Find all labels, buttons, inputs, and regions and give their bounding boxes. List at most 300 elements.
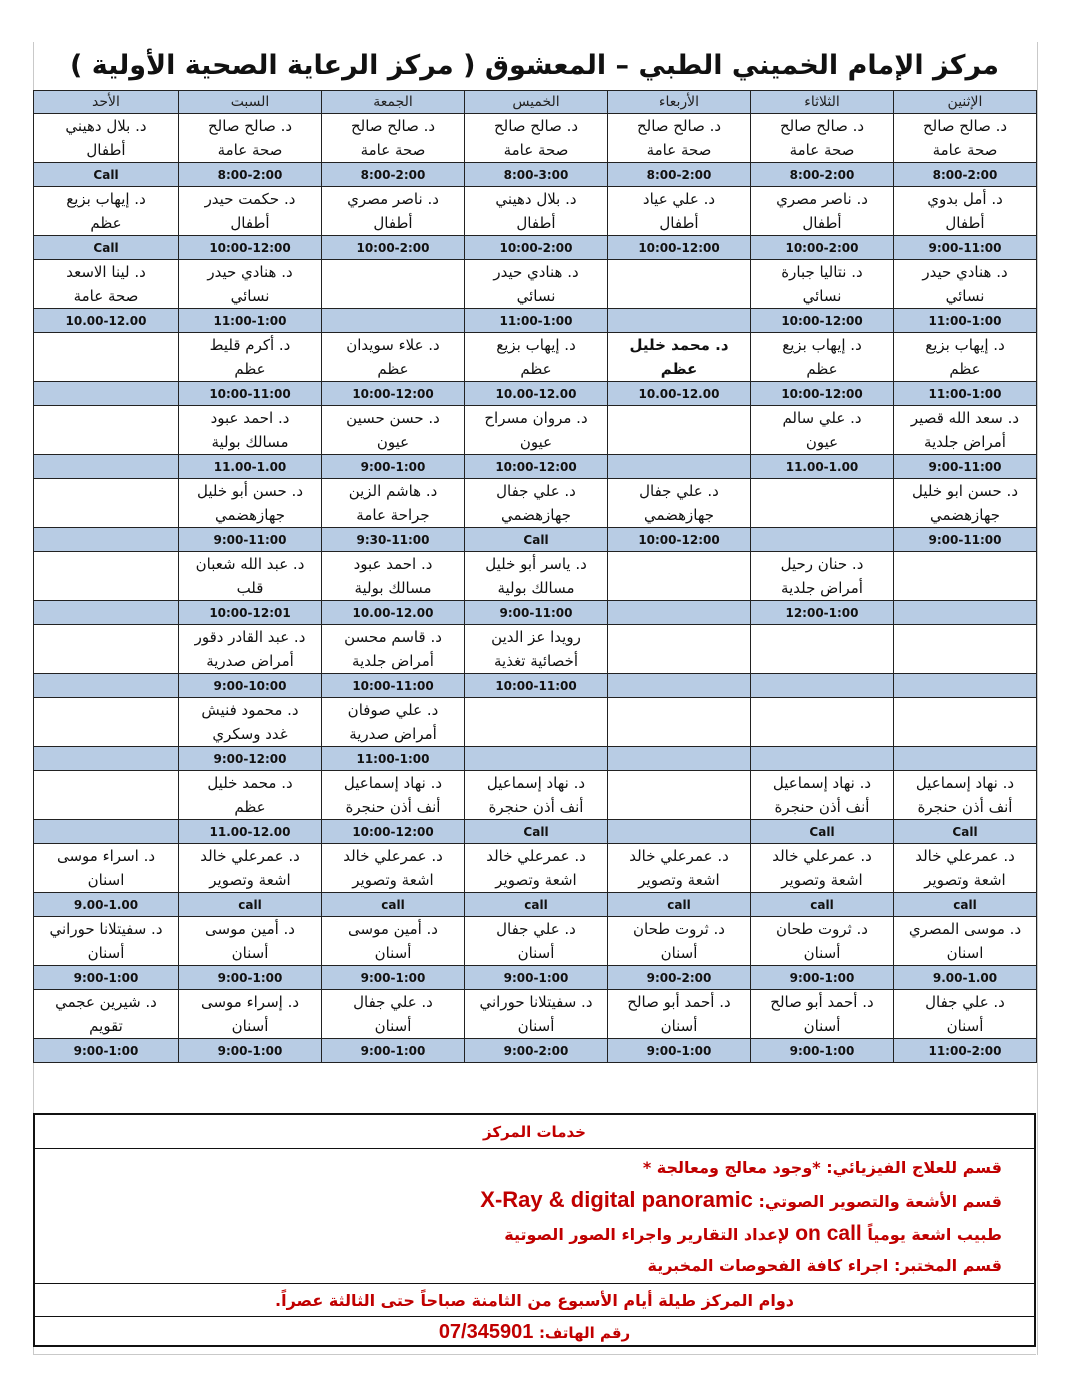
specialty: مسالك بولية <box>179 430 322 455</box>
specialty-row <box>34 649 1037 674</box>
doctor-name: د. علي جفال <box>465 479 608 504</box>
specialty: غدد وسكري <box>179 722 322 747</box>
time-slot: 9:00-11:00 <box>465 601 608 625</box>
doctor-name: د. نهاد إسماعيل <box>751 771 894 796</box>
doctor-name <box>894 698 1037 723</box>
doctor-name: د. هنادي حيدر <box>894 260 1037 285</box>
specialty <box>322 284 465 309</box>
doctor-name: د. هاشم الزين <box>322 479 465 504</box>
xray-value: X-Ray & digital panoramic <box>480 1187 753 1212</box>
time-slot <box>751 528 894 552</box>
time-slot: 10:00-12:00 <box>322 382 465 406</box>
time-slot: 9:00-2:00 <box>465 1039 608 1063</box>
radiologist-service <box>504 1220 1034 1249</box>
time-row <box>34 382 1037 406</box>
doctor-name: د. سعد الله قصير <box>894 406 1037 431</box>
doctor-name: د. إيهاب بزيع <box>34 187 179 212</box>
time-slot: 10:00-12:00 <box>322 820 465 844</box>
opening-hours: دوام المركز طيلة أيام الأسبوع من الثامنة صباحاً حتى الثالثة عصراً. <box>275 1291 794 1310</box>
day-header: الثلاثاء <box>751 91 894 114</box>
specialty: أنف أذن حنجرة <box>465 795 608 820</box>
specialty-row <box>34 868 1037 893</box>
time-slot <box>608 820 751 844</box>
doctor-name-row <box>34 114 1037 139</box>
time-slot: 10:00-11:00 <box>322 674 465 698</box>
xray-service <box>480 1185 1034 1217</box>
specialty: عظم <box>179 795 322 820</box>
doctor-name <box>608 625 751 650</box>
specialty: صحة عامة <box>608 138 751 163</box>
phone-row <box>35 1317 1034 1347</box>
time-row <box>34 601 1037 625</box>
time-slot <box>34 747 179 771</box>
services-heading-row <box>35 1115 1034 1149</box>
doctor-name: د. بلال دهيني <box>465 187 608 212</box>
specialty: أسنان <box>608 1014 751 1039</box>
doctor-name <box>34 333 179 358</box>
schedule-table <box>33 90 1037 1063</box>
time-slot: 8:00-2:00 <box>894 163 1037 187</box>
doctor-name <box>894 625 1037 650</box>
doctor-name: د. ناصر مصري <box>322 187 465 212</box>
time-slot: 9:00-1:00 <box>34 966 179 990</box>
specialty: أمراض جلدية <box>751 576 894 601</box>
services-box <box>33 1113 1036 1347</box>
specialty: أسنان <box>608 941 751 966</box>
time-slot <box>465 747 608 771</box>
specialty: عيون <box>322 430 465 455</box>
radiologist-post: لإعداد التقارير واجراء الصور الصوتية <box>504 1225 790 1244</box>
doctor-name-row <box>34 187 1037 212</box>
doctor-name-row <box>34 844 1037 869</box>
doctor-name: د. علي صوفان <box>322 698 465 723</box>
doctor-name-row <box>34 698 1037 723</box>
radiologist-pre: طبيب اشعة يومياً <box>867 1225 1002 1244</box>
time-slot: Call <box>465 528 608 552</box>
specialty: مسالك بولية <box>322 576 465 601</box>
time-row <box>34 309 1037 333</box>
specialty <box>751 649 894 674</box>
specialty: اشعة وتصوير <box>322 868 465 893</box>
doctor-name: د. محمد خليل <box>179 771 322 796</box>
specialty <box>608 795 751 820</box>
specialty: أسنان <box>751 1014 894 1039</box>
doctor-name: د. لينا الاسعد <box>34 260 179 285</box>
time-slot: 11:00-1:00 <box>322 747 465 771</box>
doctor-name <box>608 698 751 723</box>
specialty <box>894 576 1037 601</box>
time-slot: 9:00-11:00 <box>179 528 322 552</box>
physio-service: قسم للعلاج الفيزيائي: *وجود معالج ومعالجة * <box>642 1158 1002 1177</box>
specialty: عظم <box>322 357 465 382</box>
doctor-name: رويدا عز الدين <box>465 625 608 650</box>
specialty: أسنان <box>894 1014 1037 1039</box>
specialty <box>34 503 179 528</box>
time-slot: 9:00-11:00 <box>894 236 1037 260</box>
time-slot: 9:00-1:00 <box>179 966 322 990</box>
specialty: اشعة وتصوير <box>894 868 1037 893</box>
time-slot: 11.00-1.00 <box>751 455 894 479</box>
time-slot: 9.00-1.00 <box>894 966 1037 990</box>
doctor-name: د. نتاليا جبارة <box>751 260 894 285</box>
time-slot: 10:00-2:00 <box>751 236 894 260</box>
time-slot: 10:00-11:00 <box>465 674 608 698</box>
time-slot: 10:00-12:00 <box>751 309 894 333</box>
doctor-name <box>608 552 751 577</box>
doctor-name: د. صالح صالح <box>465 114 608 139</box>
time-slot: 8:00-2:00 <box>751 163 894 187</box>
time-slot: 10:00-11:00 <box>179 382 322 406</box>
specialty: عظم <box>894 357 1037 382</box>
doctor-name: د. هنادي حيدر <box>179 260 322 285</box>
specialty <box>34 576 179 601</box>
specialty: عظم <box>751 357 894 382</box>
doctor-name <box>751 479 894 504</box>
doctor-name: د. شيرين عجمي <box>34 990 179 1015</box>
doctor-name: د. إيهاب بزيع <box>751 333 894 358</box>
doctor-name: د. علي جفال <box>894 990 1037 1015</box>
doctor-name: د. اسراء موسى <box>34 844 179 869</box>
time-row <box>34 455 1037 479</box>
specialty: أطفال <box>751 211 894 236</box>
time-slot: 10:00-2:00 <box>322 236 465 260</box>
specialty-row <box>34 503 1037 528</box>
specialty-row <box>34 941 1037 966</box>
doctor-name: د. موسى المصري <box>894 917 1037 942</box>
phone-line <box>35 1317 1034 1348</box>
time-slot: Call <box>34 163 179 187</box>
doctor-name: د. حنان رحيل <box>751 552 894 577</box>
time-slot: 9:00-11:00 <box>894 455 1037 479</box>
doctor-name <box>322 260 465 285</box>
doctor-name: د. إيهاب بزيع <box>465 333 608 358</box>
specialty: قلب <box>179 576 322 601</box>
doctor-name: د. احمد عبود <box>322 552 465 577</box>
time-slot: 9:00-2:00 <box>608 966 751 990</box>
time-slot <box>608 674 751 698</box>
time-slot: 11.00-12.00 <box>179 820 322 844</box>
doctor-name: د. حكمت حيدر <box>179 187 322 212</box>
sheet-bottom-rule <box>33 1354 1036 1355</box>
specialty: اشعة وتصوير <box>465 868 608 893</box>
time-slot <box>894 674 1037 698</box>
time-slot <box>34 820 179 844</box>
specialty: أسنان <box>179 941 322 966</box>
time-slot: call <box>465 893 608 917</box>
doctor-name <box>34 406 179 431</box>
doctor-name-row <box>34 260 1037 285</box>
time-slot: 10.00-12.00 <box>322 601 465 625</box>
time-slot: 10:00-12:00 <box>608 528 751 552</box>
specialty-row <box>34 795 1037 820</box>
day-header: الجمعة <box>322 91 465 114</box>
doctor-name: د. حسن ابو خليل <box>894 479 1037 504</box>
time-slot: 8:00-2:00 <box>322 163 465 187</box>
specialty: نسائي <box>179 284 322 309</box>
doctor-name <box>34 479 179 504</box>
doctor-name-row <box>34 917 1037 942</box>
specialty: أسنان <box>322 1014 465 1039</box>
specialty: أمراض صدرية <box>179 649 322 674</box>
specialty: اسنان <box>894 941 1037 966</box>
doctor-name: د. حسن حسين <box>322 406 465 431</box>
doctor-name <box>34 698 179 723</box>
doctor-name: د. ناصر مصري <box>751 187 894 212</box>
doctor-name: د. ياسر أبو خليل <box>465 552 608 577</box>
time-slot: 10:00-12:00 <box>179 236 322 260</box>
day-header-row <box>34 91 1037 114</box>
time-slot: 8:00-2:00 <box>179 163 322 187</box>
specialty <box>608 284 751 309</box>
specialty: جهازهضمي <box>608 503 751 528</box>
specialty: أسنان <box>751 941 894 966</box>
doctor-name: د. أمين موسى <box>322 917 465 942</box>
time-slot: 9:00-1:00 <box>322 1039 465 1063</box>
time-slot: 10:00-12:00 <box>751 382 894 406</box>
lab-service: قسم المختبر: اجراء كافة الفحوصات المخبرية <box>647 1256 1002 1275</box>
phone-label: رقم الهاتف: <box>538 1324 631 1342</box>
doctor-name: د. علاء سويدان <box>322 333 465 358</box>
specialty: أطفال <box>608 211 751 236</box>
specialty: جهازهضمي <box>465 503 608 528</box>
time-row <box>34 820 1037 844</box>
specialty: صحة عامة <box>465 138 608 163</box>
time-slot <box>34 601 179 625</box>
specialty: عظم <box>179 357 322 382</box>
doctor-name: د. عمرعلي خالد <box>322 844 465 869</box>
specialty-row <box>34 138 1037 163</box>
specialty <box>34 357 179 382</box>
time-slot: Call <box>894 820 1037 844</box>
specialty: أنف أذن حنجرة <box>322 795 465 820</box>
doctor-name-row <box>34 625 1037 650</box>
time-slot: 9:00-1:00 <box>751 966 894 990</box>
specialty <box>751 722 894 747</box>
time-slot <box>34 674 179 698</box>
doctor-name <box>608 771 751 796</box>
day-header: الأربعاء <box>608 91 751 114</box>
specialty: نسائي <box>465 284 608 309</box>
time-slot: 9:00-1:00 <box>465 966 608 990</box>
time-slot: 8:00-2:00 <box>608 163 751 187</box>
specialty <box>34 795 179 820</box>
specialty: مسالك بولية <box>465 576 608 601</box>
specialty: صحة عامة <box>751 138 894 163</box>
specialty: أخصائية تغذية <box>465 649 608 674</box>
time-slot: 10.00-12.00 <box>465 382 608 406</box>
time-row <box>34 1039 1037 1063</box>
doctor-name: د. هنادي حيدر <box>465 260 608 285</box>
doctor-name: د. علي جفال <box>608 479 751 504</box>
page-title: مركز الإمام الخميني الطبي – المعشوق ( مركز الرعاية الصحية الأولية ) <box>69 50 1000 81</box>
specialty <box>465 722 608 747</box>
specialty <box>608 722 751 747</box>
doctor-name-row <box>34 771 1037 796</box>
doctor-name: د. ثروت طحان <box>608 917 751 942</box>
doctor-name: د. إيهاب بزيع <box>894 333 1037 358</box>
specialty <box>608 430 751 455</box>
specialty: نسائي <box>894 284 1037 309</box>
doctor-name: د. صالح صالح <box>751 114 894 139</box>
doctor-name: د. علي جفال <box>322 990 465 1015</box>
doctor-name: د. أحمد أبو صالح <box>751 990 894 1015</box>
doctor-name <box>608 260 751 285</box>
time-slot: 11:00-1:00 <box>179 309 322 333</box>
doctor-name: د. صالح صالح <box>179 114 322 139</box>
specialty: جهازهضمي <box>894 503 1037 528</box>
doctor-name-row <box>34 990 1037 1015</box>
doctor-name-row <box>34 552 1037 577</box>
specialty <box>34 430 179 455</box>
radiologist-oncall: on call <box>795 1222 862 1245</box>
specialty <box>608 576 751 601</box>
doctor-name: د. عمرعلي خالد <box>179 844 322 869</box>
specialty <box>894 649 1037 674</box>
time-row <box>34 528 1037 552</box>
specialty: أطفال <box>322 211 465 236</box>
specialty: عظم <box>34 211 179 236</box>
specialty: أسنان <box>322 941 465 966</box>
specialty: صحة عامة <box>34 284 179 309</box>
time-slot: 10:00-12:01 <box>179 601 322 625</box>
time-row <box>34 747 1037 771</box>
time-slot: 11.00-1.00 <box>179 455 322 479</box>
time-slot: call <box>322 893 465 917</box>
doctor-name: د. احمد عبود <box>179 406 322 431</box>
doctor-name: د. حسن أبو خليل <box>179 479 322 504</box>
doctor-name: د. نهاد إسماعيل <box>465 771 608 796</box>
doctor-name <box>34 552 179 577</box>
doctor-name: د. أحمد أبو صالح <box>608 990 751 1015</box>
specialty: نسائي <box>751 284 894 309</box>
specialty: أسنان <box>465 941 608 966</box>
doctor-name: د. أمين موسى <box>179 917 322 942</box>
doctor-name <box>894 552 1037 577</box>
day-header: السبت <box>179 91 322 114</box>
time-slot: Call <box>751 820 894 844</box>
specialty: اشعة وتصوير <box>179 868 322 893</box>
specialty-row <box>34 576 1037 601</box>
time-row <box>34 236 1037 260</box>
time-slot: 11:00-1:00 <box>465 309 608 333</box>
time-slot <box>322 309 465 333</box>
specialty: أسنان <box>465 1014 608 1039</box>
specialty: أطفال <box>34 138 179 163</box>
time-slot: 9:30-11:00 <box>322 528 465 552</box>
specialty <box>34 722 179 747</box>
doctor-name: د. أكرم قليط <box>179 333 322 358</box>
doctor-name: د. علي عياد <box>608 187 751 212</box>
time-slot: 12:00-1:00 <box>751 601 894 625</box>
specialty: صحة عامة <box>179 138 322 163</box>
hours-row <box>35 1284 1034 1317</box>
time-row <box>34 966 1037 990</box>
doctor-name: د. نهاد إسماعيل <box>894 771 1037 796</box>
time-slot: 9:00-1:00 <box>34 1039 179 1063</box>
time-slot: call <box>751 893 894 917</box>
doctor-name: د. محمود فنيش <box>179 698 322 723</box>
day-header: الخميس <box>465 91 608 114</box>
doctor-name: د. عمرعلي خالد <box>608 844 751 869</box>
doctor-name: د. سفيتلانا حوراني <box>465 990 608 1015</box>
doctor-name-row <box>34 333 1037 358</box>
time-slot <box>608 309 751 333</box>
phone-number: 07/345901 <box>438 1321 534 1343</box>
time-slot <box>894 747 1037 771</box>
doctor-name: د. صالح صالح <box>608 114 751 139</box>
specialty: اسنان <box>34 868 179 893</box>
doctor-name: د. قاسم محسن <box>322 625 465 650</box>
time-slot: 9:00-12:00 <box>179 747 322 771</box>
time-slot: call <box>608 893 751 917</box>
specialty: عيون <box>465 430 608 455</box>
time-slot: 9:00-1:00 <box>322 966 465 990</box>
time-slot <box>751 747 894 771</box>
doctor-name: د. بلال دهيني <box>34 114 179 139</box>
specialty: أنف أذن حنجرة <box>751 795 894 820</box>
time-slot: 9.00-1.00 <box>34 893 179 917</box>
specialty-row <box>34 284 1037 309</box>
specialty: جهازهضمي <box>179 503 322 528</box>
doctor-name <box>751 698 894 723</box>
time-slot <box>34 455 179 479</box>
time-row <box>34 163 1037 187</box>
doctor-name: د. علي سالم <box>751 406 894 431</box>
doctor-name: د. سفيتلانا حوراني <box>34 917 179 942</box>
doctor-name: د. صالح صالح <box>322 114 465 139</box>
specialty-row <box>34 1014 1037 1039</box>
doctor-name: د. ثروت طحان <box>751 917 894 942</box>
specialty: أطفال <box>465 211 608 236</box>
doctor-name <box>751 625 894 650</box>
time-row <box>34 674 1037 698</box>
time-slot <box>34 382 179 406</box>
doctor-name: د. مروان مسراح <box>465 406 608 431</box>
time-slot: 9:00-10:00 <box>179 674 322 698</box>
specialty: صحة عامة <box>894 138 1037 163</box>
time-slot: 11:00-1:00 <box>894 382 1037 406</box>
specialty: عيون <box>751 430 894 455</box>
specialty: أمراض جلدية <box>322 649 465 674</box>
time-slot: 11:00-1:00 <box>894 309 1037 333</box>
time-slot: 9:00-1:00 <box>751 1039 894 1063</box>
time-slot: 10:00-2:00 <box>465 236 608 260</box>
specialty: تقويم <box>34 1014 179 1039</box>
doctor-name <box>34 625 179 650</box>
doctor-name: د. نهاد إسماعيل <box>322 771 465 796</box>
time-slot: 9:00-1:00 <box>322 455 465 479</box>
specialty: أمراض صدرية <box>322 722 465 747</box>
doctor-name-row <box>34 406 1037 431</box>
time-slot <box>34 528 179 552</box>
specialty-row <box>34 211 1037 236</box>
specialty-row <box>34 722 1037 747</box>
specialty <box>894 722 1037 747</box>
doctor-name-row <box>34 479 1037 504</box>
doctor-name: د. إسراء موسى <box>179 990 322 1015</box>
specialty <box>751 503 894 528</box>
specialty <box>608 649 751 674</box>
services-heading: خدمات المركز <box>483 1123 586 1141</box>
time-slot: 10.00-12.00 <box>608 382 751 406</box>
doctor-name: د. عمرعلي خالد <box>465 844 608 869</box>
doctor-name <box>465 698 608 723</box>
time-slot: 10:00-12:00 <box>608 236 751 260</box>
specialty: صحة عامة <box>322 138 465 163</box>
time-slot: call <box>894 893 1037 917</box>
specialty: أطفال <box>894 211 1037 236</box>
xray-label: قسم الأشعة والتصوير الصوتي: <box>758 1192 1002 1211</box>
